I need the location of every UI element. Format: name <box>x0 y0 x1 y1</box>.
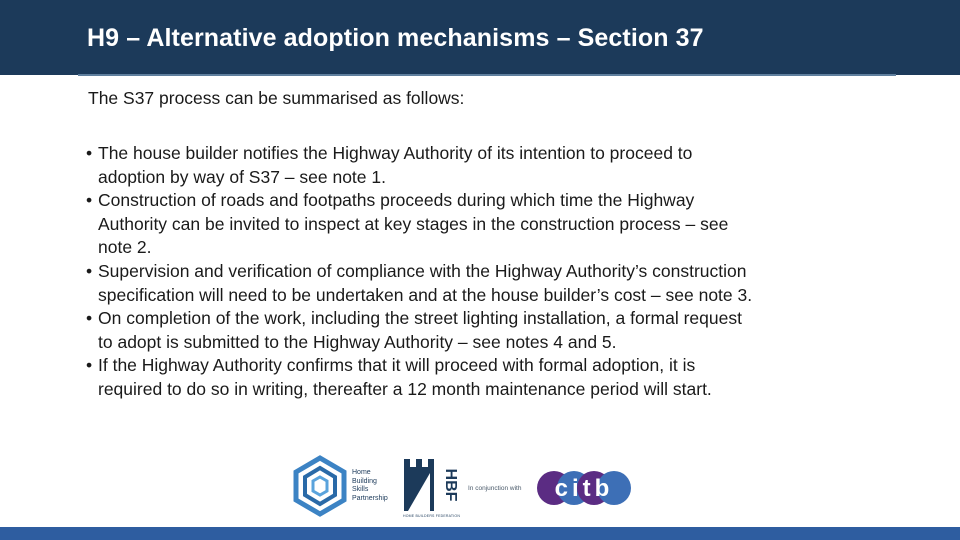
line: Construction of roads and footpaths proceeds during which time the Highway <box>98 190 695 211</box>
title-bar <box>0 0 960 75</box>
bullet-dot: • <box>86 355 93 376</box>
list-item <box>86 189 896 260</box>
list-item <box>86 307 896 354</box>
list-item <box>86 260 896 307</box>
line: Supervision and verification of compliance with the Highway Authority’s construction <box>98 260 747 281</box>
line: Authority can be invited to inspect at key stages in the construction process – see <box>98 213 729 234</box>
line: note 2. <box>98 237 152 258</box>
hbsp-logo-text: Home Building Skills Partnership <box>352 469 388 502</box>
castle-tower-logo-icon <box>402 457 459 513</box>
list-item <box>86 142 896 189</box>
partner-logos <box>292 455 632 520</box>
footer-bar <box>0 527 960 540</box>
bullet-dot: • <box>86 190 93 211</box>
line: specification will need to be undertaken and at the house builder’s cost – see note 3. <box>98 284 753 305</box>
hbf-caption: HOME BUILDERS FEDERATION <box>403 514 461 518</box>
page-title: H9 – Alternative adoption mechanisms – Section 37 <box>87 24 704 52</box>
bullet-dot: • <box>86 143 93 163</box>
divider <box>78 74 896 76</box>
svg-text:citb: citb <box>554 475 614 502</box>
citb-logo-icon <box>537 469 632 507</box>
bullet-list <box>86 142 896 402</box>
conjunction-text: In conjunction with <box>468 485 522 492</box>
line: If the Highway Authority confirms that it will proceed with formal adoption, it is <box>98 355 696 376</box>
line: to adopt is submitted to the Highway Authority – see notes 4 and 5. <box>98 331 617 352</box>
bullet-dot: • <box>86 260 93 281</box>
list-item <box>86 354 896 401</box>
line: required to do so in writing, thereafter a 12 month maintenance period will start. <box>98 378 712 399</box>
bullet-dot: • <box>86 308 93 329</box>
intro-text: The S37 process can be summarised as follows: <box>88 88 465 108</box>
line: On completion of the work, including the street lighting installation, a formal request <box>98 308 742 329</box>
svg-text:HBF: HBF <box>442 468 459 502</box>
hexagon-logo-icon <box>292 455 348 517</box>
line: The house builder notifies the Highway Authority of its intention to proceed to <box>98 143 693 163</box>
line: adoption by way of S37 – see note 1. <box>98 166 386 187</box>
